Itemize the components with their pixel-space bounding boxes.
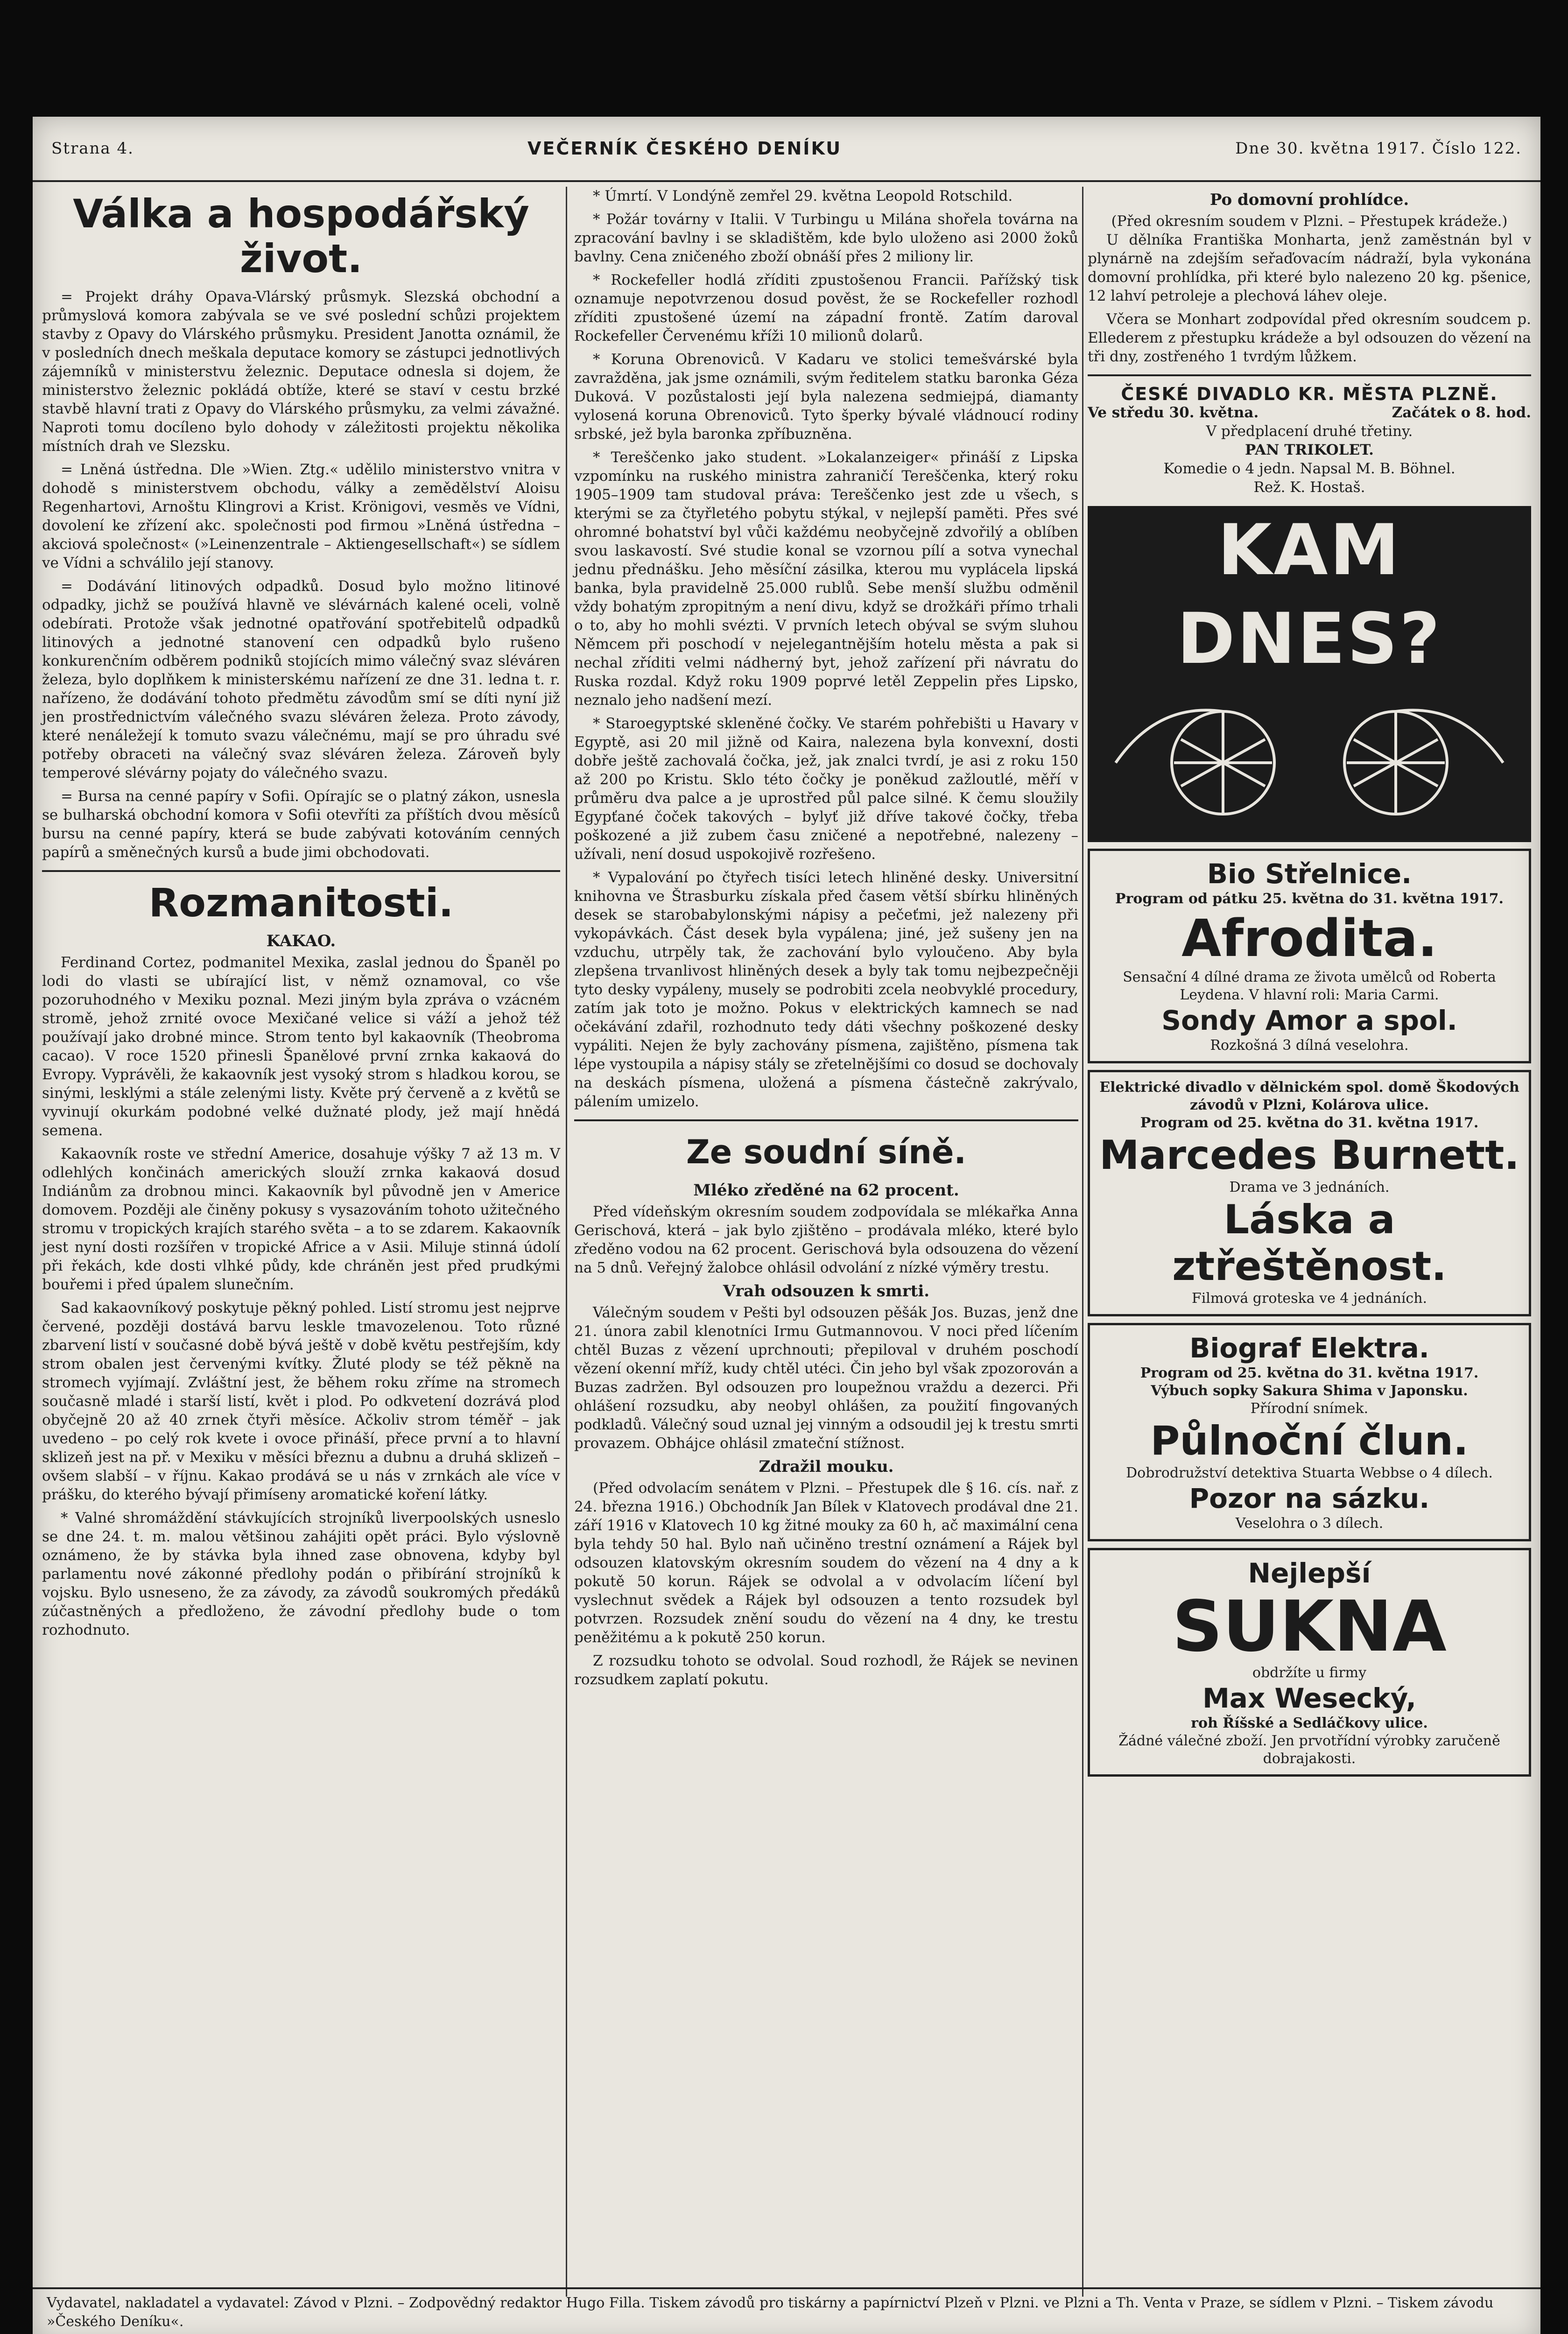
footer-location: ve Plzni a Th. Venta v Praze, se sídlem v Plzni. – Tiskem závodu »Českého Deníku«. — [47, 2295, 1494, 2330]
court-heading: Zdražil mouku. — [759, 1457, 894, 1476]
theatre-date: Ve středu 30. května. — [1088, 404, 1259, 421]
news-item: * Požár továrny v Italii. V Turbingu u Milána shořela továrna na zpracování bavlny i se skladištěm, kde bylo uloženo asi 2000 žoků bavlny. Cena zničeného zboží obnáší přes 2 miliony lir. — [574, 211, 1078, 265]
article-paragraph: Kakaovník roste ve střední Americe, dosahuje výšky 7 až 13 m. V odlehlých končinách amerických slouží zrnka kakaová dosud Indiánům za drobnou minci. Kakaovník byl původně jen v Americe domovem. Později ale činěny pokusy s vysazováním tohoto užitečného stromu v tropických krajích starého světa – a to se zdarem. Kakaovník jest nyní dosti rozšířen v tropické Africe a v Asii. Miluje stinná údolí při řekách, kde dosti vlhké půdy, kde chráněn jest před prudkými bouřemi i před úpalem slunečním. — [42, 1146, 560, 1293]
article-paragraph: = Bursa na cenné papíry v Sofii. Opírajíc se o platný zákon, usnesla se bulharská obchodní komora v Sofii otevříti za příštích dvou měsíců bursu na cenné papíry, která se bude zabývati kotováním cenných papírů a směnečných kursů a bude jimi obchodovati. — [42, 788, 560, 861]
ad-film-title: Sondy Amor a spol. — [1161, 1005, 1457, 1036]
ad-film-title: Afrodita. — [1181, 908, 1437, 968]
court-paragraph: (Před odvolacím senátem v Plzni. – Přestupek dle § 16. cís. nař. z 24. března 1916.) Obchodník Jan Bílek v Klatovech prodával dne 21. září 1916 v Klatovech 10 kg žitné mouky za 60 h, ač maximální cena byla tehdy 50 hal. Bylo naň učiněno trestní oznámení a Rájek byl odsouzen klatovským okresním soudem do vězení na 4 dny a k pokutě 50 korun. Rájek se odvolal a v odvolacím líčení byl vyslechnut svědek a Rájek byl odsouzen a tento rozsudek byl potvrzen. Rozsudek znění soudu do vězení na 4 dny, ke trestu peněžitému a k pokutě 250 korun. — [574, 1480, 1078, 1646]
ad-title: Bio Střelnice. — [1207, 858, 1412, 890]
ad-film-description: Sensační 4 dílné drama ze života umělců od Roberta Leydena. V hlavní roli: Maria Carmi. — [1123, 969, 1496, 1003]
article-paragraph: Ferdinand Cortez, podmanitel Mexika, zaslal jednou do Španěl po lodi do vlasti se ubírající list, v němž oznamoval, co vše pozoruhodného v Mexiku poznal. Mezi jiným byla zpráva o vzácném stromě, jehož zrnité ovoce Mexičané velice si váží a jehož též používají jako drobné mince. Strom tento byl kakaovník (Theobroma cacao). V roce 1520 přinesli Španělové první zrnka kakaová do Evropy. Vyprávěli, že kakaovník jest vysoký strom s hladkou korou, se sinými, lesklými a stále zelenými listy. Květe prý červeně a z květů se vyvinují okurkám podobné velké dužnaté plody, jež mají hnědá semena. — [42, 954, 560, 1139]
ad-pre-title: Nejlepší — [1248, 1557, 1371, 1589]
column-divider — [1082, 187, 1083, 2297]
court-heading: Mléko zředěné na 62 procent. — [693, 1181, 959, 1200]
ad-film-title: Marcedes Burnett. — [1099, 1132, 1519, 1179]
header-page-number: Strana 4. — [51, 139, 134, 158]
kam-dnes-banner: KAM DNES? — [1088, 506, 1531, 683]
column-left — [42, 187, 560, 1644]
ad-program: Program od 25. května do 31. května 1917. — [1140, 1365, 1479, 1381]
news-item: * Koruna Obrenoviců. V Kadaru ve stolici temešvárské byla zavražděna, jak jsme oznámili, svým ředitelem statku baronka Géza Duková. V pozůstalosti její byla nalezena sedmiejpá, diamanty vylosená koruna Obrenoviců. Tyto šperky bývalé vládnoucí rodiny srbské, jež byla baronka zpříbuzněna. — [574, 351, 1078, 443]
kam-dnes-illustration — [1088, 683, 1531, 842]
page-header — [33, 117, 1540, 182]
footer-printer: Tiskem závodů pro tiskárny a papírnictví Plzeň v Plzni. — [649, 2295, 1039, 2311]
header-date-issue: Dne 30. května 1917. Číslo 122. — [1235, 139, 1522, 158]
ad-film-description: Dobrodružství detektiva Stuarta Webbse o 4 dílech. — [1126, 1465, 1493, 1481]
newspaper-page — [33, 117, 1540, 2334]
ad-program: Program od 25. května do 31. května 1917. — [1140, 1115, 1479, 1131]
footer-publisher: Vydavatel, nakladatel a vydavatel: Závod v Plzni. – Zodpovědný redaktor Hugo Filla. — [47, 2295, 645, 2311]
section-title-economy: Válka a hospodářský život. — [73, 191, 529, 281]
court-paragraph: Včera se Monhart zodpovídal před okresním soudcem p. Ellederem z přestupku krádeže a byl odsouzen do vězení na tři dny, zostřeného 1 tvrdým lůžkem. — [1088, 311, 1531, 365]
court-paragraph: Z rozsudku tohoto se odvolal. Soud rozhodl, že Rájek se nevinen rozsudkem zaplatí pokutu. — [574, 1652, 1078, 1688]
theatre-series: V předplacení druhé třetiny. — [1206, 423, 1413, 440]
lamp-icon — [1088, 683, 1531, 842]
header-masthead: VEČERNÍK ČESKÉHO DENÍKU — [527, 138, 842, 159]
theatre-start: Začátek o 8. hod. — [1392, 404, 1531, 421]
ad-title: Biograf Elektra. — [1189, 1332, 1429, 1364]
theatre-play: PAN TRIKOLET. — [1245, 442, 1374, 458]
section-rule — [1088, 374, 1531, 376]
court-heading: Vrah odsouzen k smrti. — [723, 1282, 930, 1301]
ad-film-description: Drama ve 3 jednáních. — [1229, 1179, 1390, 1195]
theatre-schedule — [1088, 403, 1531, 422]
ad-film-description: Veselohra o 3 dílech. — [1235, 1515, 1384, 1532]
news-item: * Vypalování po čtyřech tisíci letech hliněné desky. Universitní knihovna ve Štrasburku získala před časem větší sbírku hliněných desek se starobabylonskými nápisy a pečeťmi, jež nalezeny při vykopávkách. Část desek byla vypálena; jiné, jež sušeny jen na vzduchu, utrpěly tak, že zachování bylo vyloučeno. Aby byla zlepšena trvanlivost hliněných desek a byly tak tomu nejbezpečněji tyto desky vypáleny, musely se podrobiti zcela neobvyklé procedury, zatím jak toto je možno. Pokus v elektrických kamnech se nad očekávání zdařil, rozhodnuto tedy dáti všechny poškozené desky vypáliti. Nejen že byly zachovány písmena, zajištěno, písmena tak lépe vystoupila a nápisy stály se zřetelnějšími co dosud se dochovaly na deskách písmena, uložená a písmena částečně zakrývalo, pálením umizelo. — [574, 869, 1078, 1110]
ad-subtitle: obdržíte u firmy — [1252, 1665, 1367, 1681]
ad-program: Program od pátku 25. května do 31. května 1917. — [1115, 891, 1504, 907]
news-item: * Staroegyptské skleněné čočky. Ve starém pohřebišti u Havary v Egyptě, asi 20 mil jižně od Kaira, nalezena byla konvexní, dosti dobře ještě zachovalá čočka, jež, jak znalci tvrdí, je asi z roku 150 až 200 po Kristu. Sklo této čočky je poněkud zažloutlé, měří v průměru dva palce a je uprostřed půl palce silné. K čemu sloužily Egypťané čoček takových – bylyť již dříve takové čočky, třeba poškozené a již zubem času zničené a nepotřebné, nalezeny – užívali, není dosud uspokojivě rozřešeno. — [574, 715, 1078, 863]
ad-film-title: Půlnoční člun. — [1150, 1418, 1469, 1464]
theatre-title: ČESKÉ DIVADLO KR. MĚSTA PLZNĚ. — [1121, 384, 1498, 404]
ad-note: Žádné válečné zboží. Jen prvotřídní výrobky zaručeně dobrajakosti. — [1118, 1733, 1500, 1767]
ad-biograf-elektra — [1088, 1323, 1531, 1541]
section-title-court: Ze soudní síně. — [686, 1133, 967, 1171]
column-right — [1088, 187, 1531, 1783]
court-heading: Po domovní prohlídce. — [1209, 190, 1409, 209]
article-paragraph: = Dodávání litinových odpadků. Dosud bylo možno litinové odpadky, jichž se používá hlavně ve slévárnách kalené oceli, volně odebírati. Protože však jednotné opatřování spotřebitelů odpadků litinových a jednotné stanovení cen odpadků bylo rušeno konkurenčním odběrem podniků stojících mimo válečný svaz sléváren železa, bylo doplňkem k ministerskému nařízení ze dne 31. ledna t. r. nařízeno, že dodávání tohoto předmětu závodům smí se díti nyní již jen prostřednictvím válečného svazu sléváren železa. Proto závody, které nenáležejí k tomuto svazu válečnému, mají se pro úhradu své potřeby obraceti na válečný svaz sléváren železa. Zároveň byly temperové slévárny pojaty do válečného svazu. — [42, 578, 560, 781]
news-item: * Tereščenko jako student. »Lokalanzeiger« přináší z Lipska vzpomínku na ruského ministra zahraničí Tereščenka, který roku 1905–1909 tam studoval práva: Tereščenko jest zde u všech, s kterými se za čtyřletého pobytu stýkal, v nejlepší paměti. Přes své ohromné bohatství byl vůči každému neobyčejně zdvořilý a oblíben svou laskavostí. Své studie konal se vzornou pílí a sotva vynechal jednu přednášku. Jeho měsíční zásilka, kterou mu vyplácela lipská banka, byla pravidelně 25.000 rublů. Sebe menší službu odměnil vždy bohatým zpropitným a není divu, když se drožkáři přímo trhali o to, aby ho mohli svézti. V prvních letech obýval se svým sluhou Němcem při poschodí v nejelegantnějším hotelu města a pak si nechal zříditi velmi nádherný byt, jehož zařízení při návratu do Ruska rozdal. Když roku 1909 poprvé letěl Zeppelin přes Lipsko, neznalo jeho nadšení mezí. — [574, 449, 1078, 709]
ad-main-title: SUKNA — [1172, 1586, 1447, 1667]
section-title-miscellany: Rozmanitosti. — [148, 880, 454, 926]
theatre-director: Rež. K. Hostaš. — [1253, 479, 1365, 496]
ad-film-description: Filmová groteska ve 4 jednáních. — [1191, 1290, 1427, 1307]
ad-title: Elektrické divadlo v dělnickém spol. domě Škodových závodů v Plzni, Kolárova ulice. — [1099, 1079, 1519, 1113]
ad-film-title: Výbuch sopky Sakura Shima v Japonsku. — [1151, 1383, 1468, 1399]
section-rule — [574, 1119, 1078, 1121]
news-item: * Úmrtí. V Londýně zemřel 29. května Leopold Rotschild. — [593, 188, 1013, 204]
court-paragraph: Před vídeňským okresním soudem zodpovídala se mlékařka Anna Gerischová, která – jak bylo zjištěno – prodávala mléko, které bylo zředěno vodou na 62 procent. Gerischová byla odsouzena do vězení na 5 dnů. Veřejný žalobce ohlásil odvolání z nízké výměry trestu. — [574, 1203, 1078, 1276]
ad-sukna — [1088, 1548, 1531, 1777]
column-divider — [566, 187, 567, 2297]
ad-film-title: Pozor na sázku. — [1189, 1483, 1430, 1514]
theatre-description: Komedie o 4 jedn. Napsal M. B. Böhnel. — [1163, 460, 1455, 477]
ad-film-description: Rozkošná 3 dílná veselohra. — [1210, 1037, 1409, 1054]
ad-address: roh Říšské a Sedláčkovy ulice. — [1191, 1715, 1428, 1731]
section-rule — [42, 870, 560, 872]
court-paragraph: U dělníka Františka Monharta, jenž zaměstnán byl v plynárně na zdejším seřaďovacím nádraží, byla vykonána domovní prohlídka, při které bylo nalezeno 20 kg. pšenice, 12 lahví petroleje a plechová láhev oleje. — [1088, 232, 1531, 304]
news-item: * Rockefeller hodlá zříditi zpustošenou Francii. Pařížský tisk oznamuje nepotvrzenou dosud pověst, že se Rockefeller rozhodl zříditi zpustošené území na západní frontě. Zatím daroval Rockefeller Červenému kříži 10 milionů dolarů. — [574, 272, 1078, 344]
article-paragraph: Sad kakaovníkový poskytuje pěkný pohled. Listí stromu jest nejprve červené, později dostává barvu leskle tmavozelenou. Toto různé zbarvení listí v současné době bývá ještě v době květu pestřejším, kdy strom obalen jest červenými kvítky. Žluté plody se též pěkně na stromech vyjímají. Zvláštní jest, že během roku zříme na stromech současně mladé i starší listí, květ i plod. Po odkvetení dozrává plod obyčejně 20 až 40 zrnek čtyři měsíce. Ačkoliv strom téměř – jak uvedeno – po celý rok kvete i ovoce přináší, přece první a to hlavní sklizeň jest na př. v Mexiku v měsíci březnu a dubnu a druhá sklizeň – ovšem slabší – v říjnu. Kakao prodává se u nás v zrnkách ale více v prášku, do kterého bývají přimíseny aromatické koření látky. — [42, 1300, 560, 1503]
court-paragraph: Válečným soudem v Pešti byl odsouzen pěšák Jos. Buzas, jenž dne 21. února zabil klenotníci Irmu Gutmannovou. V noci před líčením chtěl Buzas z vězení uprchnouti; přepiloval v druhém poschodí vězení okenní mříž, kudy chtěl utéci. Čin jeho byl však zpozorován a Buzas zadržen. Byl odsouzen pro loupežnou vraždu a dezerci. Při ohlášení rozsudku, aby neobyl ohlášen, za použití fingovaných podkladů. Válečný soud uznal jej vinným a odsoudil jej k trestu smrti provazem. Obhájce ohlásil zmateční stížnost. — [574, 1304, 1078, 1452]
ad-film-description: Přírodní snímek. — [1250, 1400, 1369, 1417]
court-subheading: (Před okresním soudem v Plzni. – Přestupek krádeže.) — [1111, 213, 1508, 230]
article-paragraph: = Lněná ústředna. Dle »Wien. Ztg.« udělilo ministerstvo vnitra v dohodě s ministerstvem obchodu, války a zemědělství Aloisu Regenhartovi, Arnoštu Klingrovi a Krist. Krönigovi, vesměs ve Vídni, dovolení ke zřízení akc. společnosti pod firmou »Lněná ústředna – akciová společnost« (»Leinenzentrale – Aktiengesellschaft«) se sídlem ve Vídni a schválilo její stanovy. — [42, 461, 560, 571]
article-heading-cocoa: KAKAO. — [266, 932, 336, 950]
ad-firm: Max Wesecký, — [1202, 1682, 1416, 1714]
column-middle — [574, 187, 1078, 1694]
ad-bio-strelnice — [1088, 849, 1531, 1063]
article-paragraph: = Projekt dráhy Opava-Vlárský průsmyk. Slezská obchodní a průmyslová komora zabývala se ve své poslední schůzi projektem stavby z Opavy do Vlárského průsmyku. President Janotta oznámil, že v posledních dnech meškala deputace komory se zástupci jednotlivých zájemníků v ministerstvu železnic. Deputace odnesla si dojem, že ministerstvo železnic pokládá obtíže, které se staví v cestu brzké stavbě hlavní trati z Opavy do Vlárského průsmyku, za velmi závažné. Naproti tomu docíleno bylo dohody v záležitosti projektu několika místních drah ve Slezsku. — [42, 288, 560, 455]
ad-elektricke-divadlo — [1088, 1070, 1531, 1316]
ad-film-title: Láska a ztřeštěnost. — [1172, 1196, 1447, 1290]
article-paragraph: * Valné shromáždění stávkujících strojníků liverpoolských usneslo se dne 24. t. m. malou většinou zahájiti opět práci. Bylo výslovně oznámeno, že by stávka byla ihned zase obnovena, kdyby byl parlamentu nové zákonné předlohy podán o přibírání strojníků k vojsku. Bylo usneseno, že za závody, za závodů soukromých předáků zúčastněných a předloženo, že závodní předlohy bude o tom rozhodnuto. — [42, 1510, 560, 1638]
page-footer — [33, 2287, 1540, 2334]
